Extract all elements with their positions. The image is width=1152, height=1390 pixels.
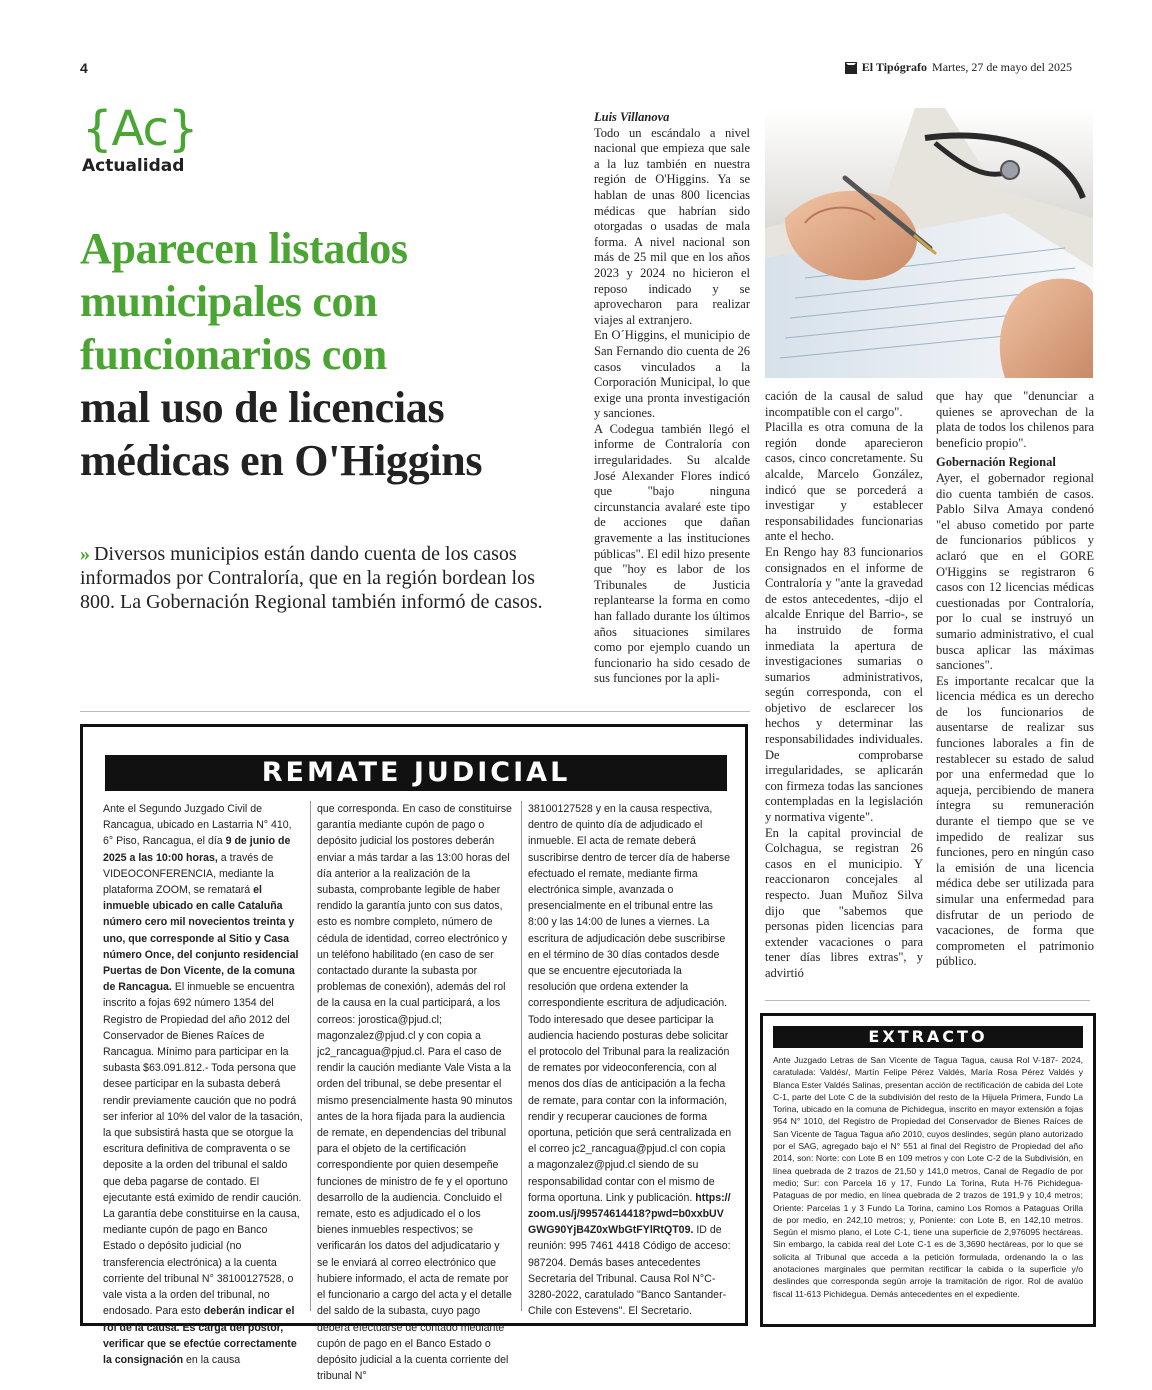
newspaper-name: El Tipógrafo xyxy=(861,60,928,74)
lead-text: Diversos municipios están dando cuenta de los casos informados por Contraloría, que en la región bordean los 800. La Gobernación Regional también informó de casos. xyxy=(80,543,543,613)
article-paragraph: A Codegua también llegó el informe de Contraloría con irregularidades. Su alcalde José Alexander Flores indicó que "bajo ninguna circunstancia avalaré este tipo de acciones que dañan gravemente a las instituciones públicas". El edil hizo presente que "hoy es labor de los Tribunales de Justicia replantearse la forma en como han fallado durante los últimos años situaciones similares como por ejemplo cuando un funcionario ha sido cesado de sus funciones por la apli- xyxy=(594,421,750,686)
lead-marker-icon: » xyxy=(80,543,90,565)
article-paragraph: Todo un escándalo a nivel nacional que empieza que sale a la luz también en nuestra región de O'Higgins. Ya se hablan de unas 800 licencias médicas que habrían sido otorgadas o usadas de mala forma. A nivel nacional son más de 25 mil que en los años 2023 y 2024 no hicieron el reposo indicado y se aprovecharon para realizar viajes al extranjero. xyxy=(594,125,750,327)
article-column-2 xyxy=(765,389,923,982)
remate-text-bold: deberán indicar el rol de la causa. Es carga del postor, verificar que se efectúe correctamente la consignación xyxy=(103,1305,297,1366)
remate-column-2: que corresponda. En caso de constituirse garantía mediante cupón de pago o depósito judicial los postores deberán enviar a más tardar a las 13:00 horas del día anterior a la realización de la subasta, comprobante legible de haber rendido la garantía junto con sus datos, esto es nombre completo, número de cédula de identidad, correo electrónico y un teléfono habilitado (en caso de ser contactado durante la subasta por problemas de conexión), además del rol de la causa en la cual participará, a los correos: jorostica@pjud.cl; magonzalez@pjud.cl y con copia a jc2_rancagua@pjud.cl. Para el caso de rendir la caución mediante Vale Vista a la orden del tribunal, se debe presentar el mismo presencialmente hasta 90 minutos antes de la hora fijada para la audiencia de remate, en dependencias del tribunal para el objeto de la certificación correspondiente por quien desempeñe funciones de ministro de fe y el oportuno desarrollo de la audiencia. Concluido el remate, esto es adjudicado el o los bienes inmuebles respectivos; se verificarán los datos del adjudicatario y se le enviará al correo electrónico que hubiere informado, el acta de remate por el funcionario a cargo del acta y el detalle del saldo de la subasta, cuyo pago deberá efectuarse de contado mediante cupón de pago en el Banco Estado o depósito judicial a la cuenta corriente del tribunal N° xyxy=(317,803,513,1383)
byline: Luis Villanova xyxy=(594,110,670,124)
extracto-notice xyxy=(760,1013,1096,1327)
divider-rule xyxy=(765,1000,1090,1001)
section-name: Actualidad xyxy=(82,156,185,176)
masthead xyxy=(845,60,1072,75)
remate-text: 38100127528 y en la causa respectiva, dentro de quinto día de adjudicado el inmueble. El acta de remate deberá suscribirse dentro de tercer día de haberse efectuado el remate, mediante firma electrónica simple, avanzada o presencialmente en el tribunal entre las 8:00 y las 14:00 de lunes a viernes. La escritura de adjudicación debe suscribirse en el término de 30 días contados desde que se encuentre ejecutoriada la resolución que ordena extender la correspondiente escritura de adjudicación. Todo interesado que desee participar la audiencia haciendo posturas debe solicitar el protocolo del Tribunal para la realización de remates por videoconferencia, con al menos dos días de anticipación a la fecha de remate, para contar con la información, rendir y recuperar cauciones de forma oportuna, petición que será centralizada en el correo jc2_rancagua@pjud.cl con copia a magonzalez@pjud.cl siendo de su responsabilidad contar con el mismo de forma oportuna. Link y publicación. xyxy=(528,803,732,1204)
remate-text-bold: 9 de junio de 2025 a las 10:00 horas, xyxy=(103,835,291,864)
headline-line: mal uso de licencias xyxy=(80,383,445,432)
article-paragraph: cación de la causal de salud incompatible con el cargo". xyxy=(765,389,923,419)
column-divider xyxy=(521,801,522,1311)
article-photo xyxy=(765,108,1093,378)
lead-paragraph xyxy=(80,542,570,614)
remate-text-bold: el inmueble ubicado en calle Cataluña número cero mil novecientos treinta y uno, que corresponde al Sitio y Casa número Once, del conjunto residencial Puertas de Don Vicente, de la comuna de Rancagua. xyxy=(103,884,299,994)
remate-text: en la causa xyxy=(183,1353,241,1366)
newspaper-logo-icon xyxy=(845,62,857,74)
zoom-link: https://zoom.us/j/99574614418?pwd=b0xxbUVGWG90YjB4Z0xWbGtFYlRtQT09. xyxy=(528,1191,731,1237)
divider-rule xyxy=(80,711,750,712)
page-number: 4 xyxy=(80,60,88,76)
issue-date: Martes, 27 de mayo del 2025 xyxy=(932,60,1072,74)
headline-line: Aparecen listados xyxy=(80,224,408,273)
remate-title: REMATE JUDICIAL xyxy=(105,755,727,791)
headline-line: funcionarios con xyxy=(80,330,387,379)
article-column-1 xyxy=(594,110,750,687)
remate-text: El inmueble se encuentra inscrito a fojas 692 número 1354 del Registro de Propiedad del año 2012 del Conservador de Bienes Raíces de Rancagua. Mínimo para participar en la subasta $63.091.812.- Toda persona que desee participar en la subasta deberá rendir previamente caución que no podrá ser inferior al 10% del valor de la tasación, la que subsistirá hasta que se otorgue la escritura definitiva de compraventa o se deposite a la orden del tribunal el saldo que deba pagarse de contado. El ejecutante está eximido de rendir caución. La garantía debe constituirse en la causa, mediante cupón de pago en Banco Estado o depósito judicial (no transferencia electrónica) a la cuenta corriente del tribunal N° 38100127528, o vale vista a la orden del tribunal, no endosado. Para esto xyxy=(103,981,303,1318)
article-subhead: Gobernación Regional xyxy=(936,455,1056,470)
remate-judicial-notice xyxy=(80,724,748,1383)
extracto-title: EXTRACTO xyxy=(773,1026,1083,1048)
article-column-3 xyxy=(936,389,1094,970)
headline-line: médicas en O'Higgins xyxy=(80,436,483,485)
remate-column-1 xyxy=(103,801,303,1368)
headline xyxy=(80,222,580,487)
remate-text: ID de reunión: 995 7461 4418 Código de acceso: 987204. Demás bases antecedentes Secretaria del Tribunal. Causa Rol N°C-3280-2022, caratulado "Banco Santander-Chile con Estevens". El Secretario. xyxy=(528,1224,731,1318)
remate-text: Ante el Segundo Juzgado Civil de Rancagua, ubicado en Lastarria N° 410, 6° Piso, Rancagua, el día xyxy=(103,803,292,848)
article-paragraph: En O´Higgins, el municipio de San Fernando dio cuenta de 26 casos vinculados a la Corporación Municipal, lo que exige una pronta investigación y sanciones. xyxy=(594,328,750,421)
article-paragraph: En Rengo hay 83 funcionarios consignados en el informe de Contraloría y "ante la gravedad de estos antecedentes, -dijo el alcalde Enrique del Barrio-, se ha instruido de forma inmediata la apertura de investigaciones sumarias o sumarios administrativos, según corresponda, con el objetivo de esclarecer los hechos y determinar las responsabilidades individuales. De comprobarse irregularidades, se aplicarán con firmeza todas las sanciones contempladas en la legislación y normativa vigente". xyxy=(765,544,923,825)
article-paragraph: que hay que "denunciar a quienes se aprovechan de la plata de todos los chilenos para beneficio propio". xyxy=(936,389,1094,450)
article-paragraph: Ayer, el gobernador regional dio cuenta también de casos. Pablo Silva Amaya condenó "el abuso cometido por parte de funcionarios públicos y aclaró que en el GORE O'Higgins se registraron 6 casos con 12 licencias médicas cuestionadas por Contraloría, por lo cual se instruyó un sumario administrativo, el cual busca aplicar las máximas sanciones". xyxy=(936,470,1094,673)
section-logo xyxy=(82,100,212,176)
photo-illustration xyxy=(765,108,1093,378)
remate-text: a través de VIDEOCONFERENCIA, mediante la plataforma ZOOM, se rematará xyxy=(103,851,274,897)
extracto-text: Ante Juzgado Letras de San Vicente de Tagua Tagua, causa Rol V-187- 2024, caratulada: Valdés/, Martín Felipe Pérez Valdés, María Rosa Pérez Valdés y Blanca Ester Valdés Salinas, presentan acción de rectificación de cabida del Lote C-1, parte del Lote C de la subdivisión del resto de la Hijuela Primera, Fundo La Torina, ubicado en la comuna de Pichidegua, inscrito en mayor extensión a fojas 954 N° 1010, del Registro de Propiedad del Conservador de Bienes Raíces de San Vicente de Tagua Tagua año 2010, cuyos deslindes, según plano autorizado por el SAG, agregado bajo el N° 551 al final del Registro de Propiedad del año 2014, son: Norte: con Lote B en 109 metros y con Lote C-2 de la Subdivisión, en línea quebrada de 2 trazos de 21,50 y 141,0 metros, Canal de Regadío de por medio; Sur: con Parcela 16 y 17, Fundo La Torina, Ruta H-76 Pichidegua-Pataguas de por medio, en línea quebrada de 2 trazos de 191,9 y 10,4 metros; Oriente: Parcelas 1 y 3 Fundo La Torina, camino Los Romos a Pataguas Orilla de por medio, en 242,10 metros; y, Poniente: con Lote B, en 142,10 metros. Según el mismo plano, el Lote C-1, tiene una superficie de 2,976095 hectáreas. Sin embargo, la cabida real del Lote C-1 es de 3,3690 hectáreas, por lo que se solicita al Tribunal que acceda a la petición formulada, ordenando la o las anotaciones marginales que permitan rectificar la cabida o la superficie y/o deslindes que corresponda según arroje la tramitación de rigor. Rol de avalúo fiscal 11-613 Pichidegua. Demás antecedentes en el expediente. xyxy=(773,1055,1083,1299)
section-abbrev: {Ac} xyxy=(82,101,198,157)
article-paragraph: Placilla es otra comuna de la región donde aparecieron casos, cinco concretamente. Su alcalde, Marcelo González, indicó que se porcederá a investigar y establecer responsabilidades funcionarias ante el hecho. xyxy=(765,420,923,544)
article-paragraph: En la capital provincial de Colchagua, se registran 26 casos en el municipio. Y reaccionaron concejales al respecto. Juan Muñoz Silva dijo que "sabemos que personas piden licencias para extender vacaciones o para tener días libres extras", y advirtió xyxy=(765,825,923,980)
column-divider xyxy=(310,801,311,1311)
article-paragraph: Es importante recalcar que la licencia médica es un derecho de los funcionarios de ausentarse de realizar sus funciones laborales a fin de restablecer su estado de salud por una enfermedad que lo aqueja, percibiendo de manera íntegra su remuneración durante el tiempo que se ve impedido de realizar sus funciones, pero en ningún caso la emisión de una licencia médica debe ser utilizada para simular una enfermedad para disfrutar de un periodo de vacaciones, de forma que comprometen el patrimonio público. xyxy=(936,673,1094,969)
headline-line: municipales con xyxy=(80,277,378,326)
remate-column-3 xyxy=(528,801,732,1320)
